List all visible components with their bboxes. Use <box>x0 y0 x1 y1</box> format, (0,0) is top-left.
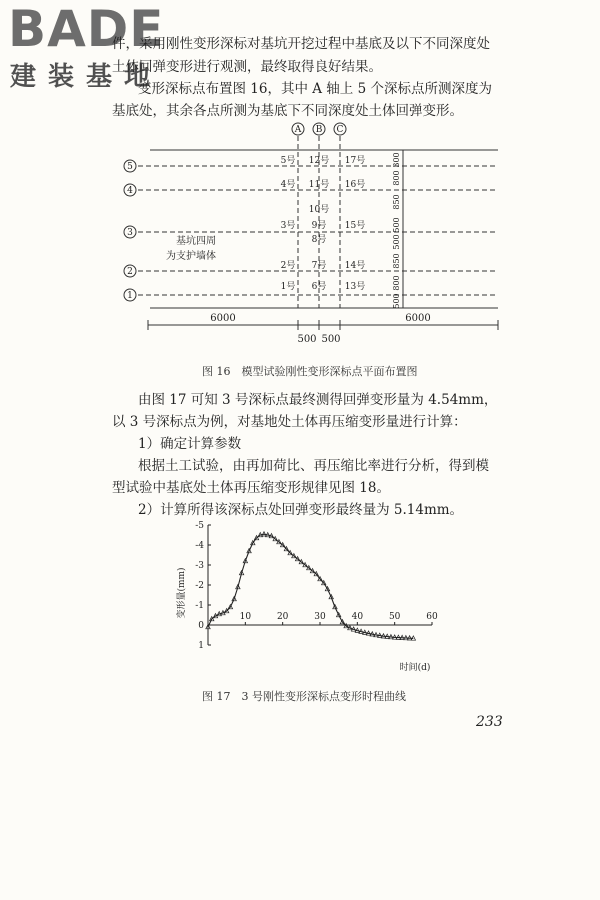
bottom-dim-1: 6000 <box>210 313 236 324</box>
fig16-layout-diagram <box>118 118 510 356</box>
axis-label-a: A <box>294 125 302 135</box>
right-dim-7: 800 <box>392 275 401 291</box>
right-dim-4: 500 <box>392 217 401 233</box>
marker-15: 15号 <box>344 221 366 231</box>
row-label-2: 2 <box>127 267 133 277</box>
marker-3: 3号 <box>280 221 296 231</box>
marker-7: 7号 <box>311 261 327 271</box>
marker-9: 9号 <box>311 221 327 231</box>
marker-14: 14号 <box>344 261 366 271</box>
body-line-8: 根据土工试验，由再加荷比、再压缩比率进行分析，得到模 <box>138 458 489 474</box>
fig17-caption: 图 17 3 号刚性变形深标点变形时程曲线 <box>202 690 406 703</box>
marker-5: 5号 <box>280 156 296 166</box>
body-line-10: 2）计算所得该深标点处回弹变形最终量为 5.14mm。 <box>138 502 464 518</box>
y-tick-label: -4 <box>195 541 204 551</box>
marker-6: 6号 <box>311 282 327 292</box>
row-label-1: 1 <box>127 291 133 301</box>
right-dim-3: 850 <box>392 194 401 210</box>
bottom-dim-4: 6000 <box>405 313 431 324</box>
fig16-caption: 图 16 模型试验刚性变形深标点平面布置图 <box>202 365 418 378</box>
row-label-3: 3 <box>127 228 133 238</box>
row-label-4: 4 <box>127 186 133 196</box>
fig17-chart <box>170 515 450 675</box>
y-tick-label: -5 <box>195 521 204 531</box>
right-dim-5: 500 <box>392 234 401 250</box>
y-tick-label: 0 <box>198 621 204 631</box>
body-line-2: 土体回弹变形进行观测，最终取得良好结果。 <box>112 59 382 75</box>
fig17-ylabel: 变形量(mm) <box>177 567 187 619</box>
right-dim-6: 850 <box>392 253 401 269</box>
y-tick-label: -1 <box>195 601 204 611</box>
right-dim-1: 300 <box>392 152 401 168</box>
axis-label-c: C <box>336 125 344 135</box>
x-tick-label: 40 <box>351 612 364 622</box>
x-tick-label: 60 <box>426 612 438 622</box>
support-wall-label-1: 基坑四周 <box>176 236 216 247</box>
y-tick-label: -3 <box>195 561 204 571</box>
body-line-7: 1）确定计算参数 <box>138 436 242 452</box>
axis-label-b: B <box>315 125 323 135</box>
row-label-5: 5 <box>127 162 133 172</box>
y-tick-label: 1 <box>198 641 204 651</box>
logo-main-text: BADE <box>8 0 165 58</box>
marker-10: 10号 <box>308 205 330 215</box>
body-line-3: 变形深标点布置图 16，其中 A 轴上 5 个深标点所测深度为 <box>138 81 492 97</box>
logo-sub-text: 建装基地 <box>10 62 163 92</box>
y-tick-label: -2 <box>195 581 204 591</box>
marker-17: 17号 <box>344 156 366 166</box>
page-number: 233 <box>476 714 503 730</box>
body-line-1: 件，采用刚性变形深标对基坑开挖过程中基底及以下不同深度处 <box>112 36 490 52</box>
x-tick-label: 10 <box>239 612 252 622</box>
support-wall-label-2: 为支护墙体 <box>166 251 216 262</box>
right-dim-2: 800 <box>392 170 401 186</box>
body-line-5: 由图 17 可知 3 号深标点最终测得回弹变形量为 4.54mm， <box>138 392 498 408</box>
right-dim-8: 500 <box>392 293 401 309</box>
marker-11: 11号 <box>308 180 330 190</box>
marker-8: 8号 <box>311 235 327 245</box>
body-line-6: 以 3 号深标点为例，对基地处土体再压缩变形量进行计算： <box>112 414 467 430</box>
marker-16: 16号 <box>344 180 366 190</box>
bottom-dim-3: 500 <box>321 334 341 345</box>
body-line-9: 型试验中基底处土体再压缩变形规律见图 18。 <box>112 480 390 496</box>
marker-1: 1号 <box>280 282 296 292</box>
marker-2: 2号 <box>280 261 296 271</box>
x-tick-label: 50 <box>388 612 401 622</box>
marker-4: 4号 <box>280 180 296 190</box>
x-tick-label: 20 <box>276 612 289 622</box>
x-tick-label: 30 <box>314 612 326 622</box>
fig17-xlabel: 时间(d) <box>399 663 431 673</box>
body-line-4: 基底处，其余各点所测为基底下不同深度处土体回弹变形。 <box>112 103 463 119</box>
bottom-dim-2: 500 <box>297 334 317 345</box>
marker-12: 12号 <box>308 156 330 166</box>
marker-13: 13号 <box>344 282 366 292</box>
